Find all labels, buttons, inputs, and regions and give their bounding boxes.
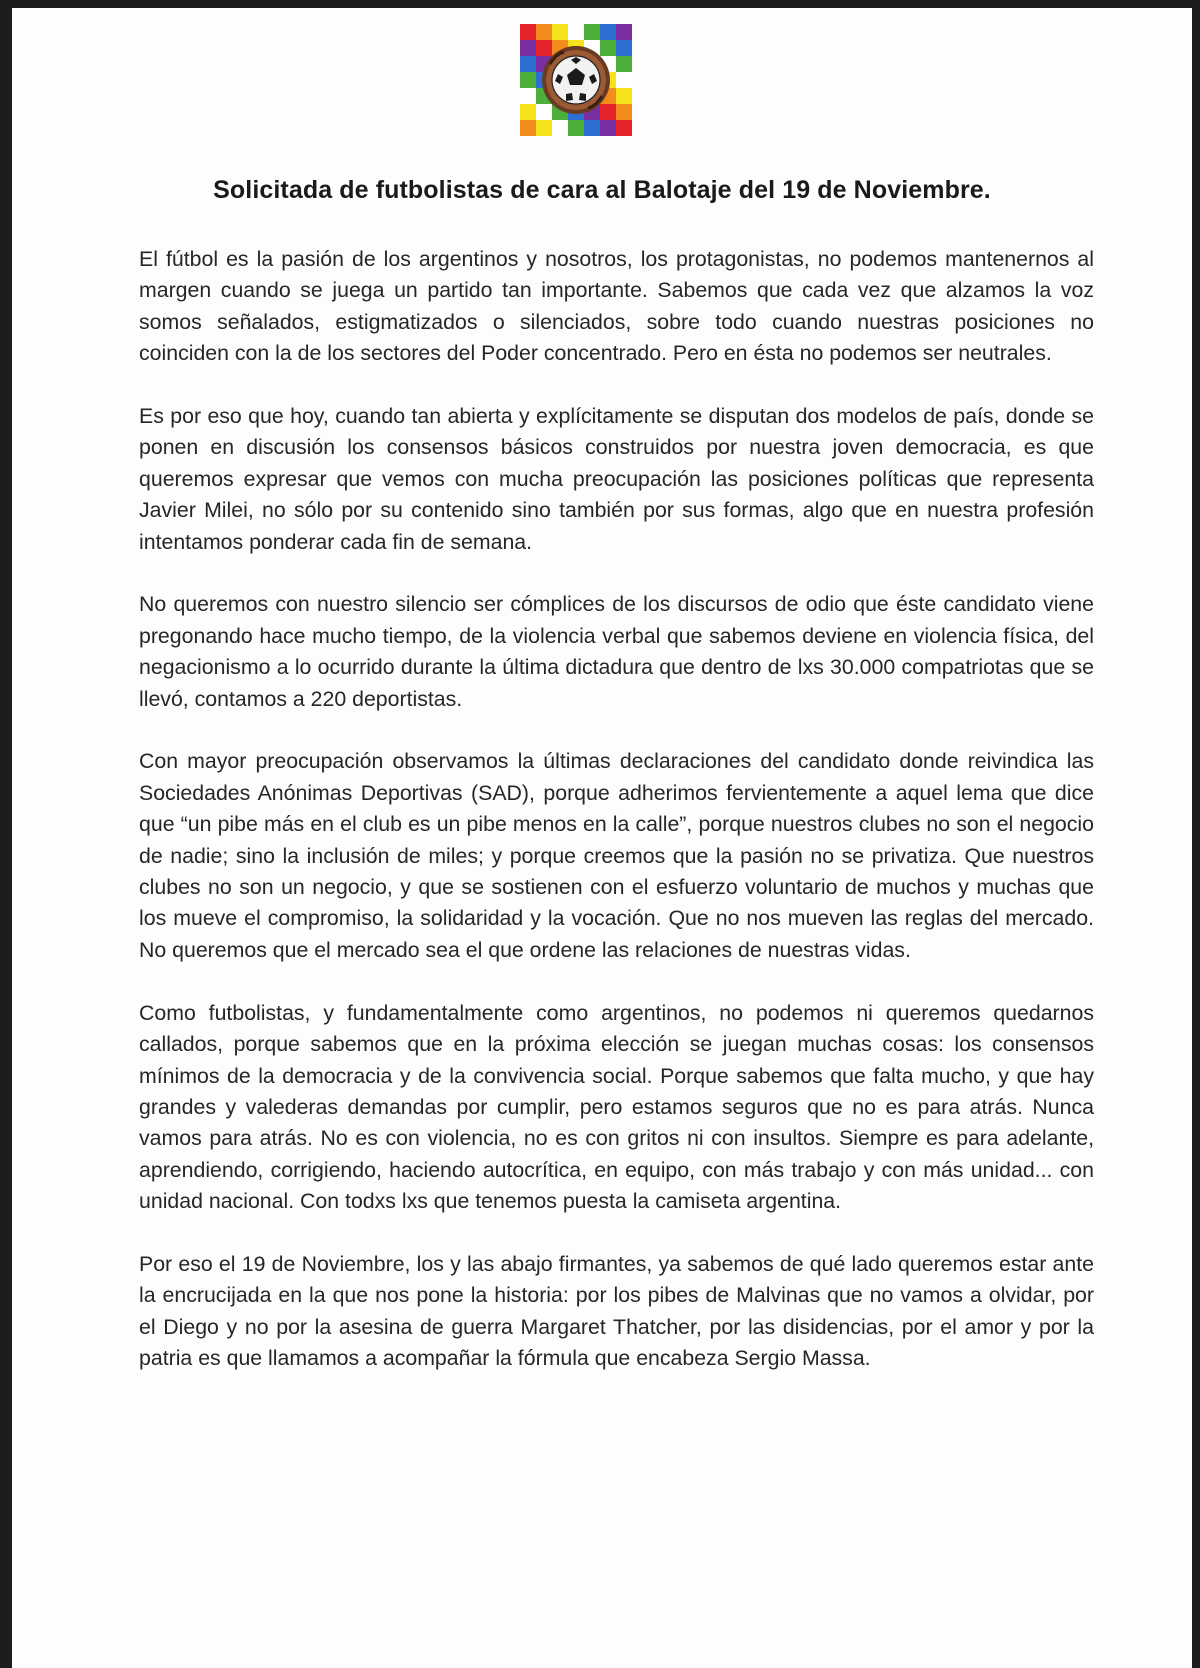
logo-grid-cell	[600, 104, 617, 121]
logo-grid-cell	[552, 24, 569, 41]
logo-grid-cell	[584, 120, 601, 136]
logo-grid-cell	[536, 40, 553, 57]
paragraph-4: Con mayor preocupación observamos la últimas declaraciones del candidato donde reivindica las Sociedades Anónimas Deportivas (SAD), porque adherimos fervientemente a aquel lema que dice que “un pibe más en el club es un pibe menos en la calle”, porque nuestros clubes no son el negocio de nadie; sino la inclusión de miles; y porque creemos que la pasión no se privatiza. Que nuestros clubes no son un negocio, y que se sostienen con el esfuerzo voluntario de muchos y muchas que los mueve el compromiso, la solidaridad y la vocación. Que no nos mueven las reglas del mercado. No queremos que el mercado sea el que ordene las relaciones de nuestras vidas.	[139, 749, 1094, 962]
logo-grid-cell	[600, 120, 617, 136]
logo-grid-cell	[520, 40, 537, 57]
logo-grid-cell	[552, 120, 569, 136]
logo-grid-cell	[616, 88, 632, 105]
document-title: Solicitada de futbolistas de cara al Balotaje del 19 de Noviembre.	[213, 176, 991, 204]
logo-grid-cell	[520, 72, 537, 89]
logo-grid-cell	[520, 24, 537, 41]
logo-grid-cell	[616, 72, 632, 89]
logo-grid-cell	[536, 104, 553, 121]
logo-grid-cell	[616, 104, 632, 121]
logo-grid-cell	[520, 120, 537, 136]
football-badge	[542, 46, 610, 114]
document-body	[139, 244, 1094, 1406]
logo-grid-cell	[568, 24, 585, 41]
paragraph-6: Por eso el 19 de Noviembre, los y las abajo firmantes, ya sabemos de qué lado queremos estar ante la encrucijada en la que nos pone la historia: por los pibes de Malvinas que no vamos a olvidar, por el Diego y no por la asesina de guerra Margaret Thatcher, por las disidencias, por el amor y por la patria es que llamamos a acompañar la fórmula que encabeza Sergio Massa.	[139, 1251, 1094, 1371]
logo-grid-cell	[520, 104, 537, 121]
logo-grid-cell	[600, 40, 617, 57]
paragraph-5: Como futbolistas, y fundamentalmente como argentinos, no podemos ni queremos quedarnos callados, porque sabemos que en la próxima elección se juegan muchas cosas: los consensos mínimos de la democracia y de la convivencia social. Porque sabemos que falta mucho, y que hay grandes y valederas demandas por cumplir, pero estamos seguros que no es para atrás. Nunca vamos para atrás. No es con violencia, no es con gritos ni con insultos. Siempre es para adelante, aprendiendo, corrigiendo, haciendo autocrítica, en equipo, con más trabajo y con más unidad... con unidad nacional. Con todxs lxs que tenemos puesta la camiseta argentina.	[139, 1000, 1094, 1214]
wiphala-football-logo-icon	[520, 24, 632, 136]
paragraph-1: El fútbol es la pasión de los argentinos y nosotros, los protagonistas, no podemos mantenernos al margen cuando se juega un partido tan importante. Sabemos que cada vez que alzamos la voz somos señalados, estigmatizados o silenciados, sobre todo cuando nuestras posiciones no coinciden con la de los sectores del Poder concentrado. Pero en ésta no podemos ser neutrales.	[139, 247, 1094, 366]
logo-grid-cell	[584, 24, 601, 41]
logo-grid-cell	[536, 120, 553, 136]
logo-grid-cell	[616, 24, 632, 41]
logo-grid-cell	[568, 120, 585, 136]
logo-grid-cell	[616, 56, 632, 73]
document-page	[12, 8, 1192, 1668]
logo-grid-cell	[616, 40, 632, 57]
logo-grid-cell	[520, 56, 537, 73]
logo-grid-cell	[600, 24, 617, 41]
logo-grid-cell	[536, 24, 553, 41]
logo-grid-cell	[616, 120, 632, 136]
logo-grid-cell	[520, 88, 537, 105]
paragraph-3: No queremos con nuestro silencio ser cómplices de los discursos de odio que éste candidato viene pregonando hace mucho tiempo, de la violencia verbal que sabemos deviene en violencia física, del negacionismo a lo ocurrido durante la última dictadura que dentro de lxs 30.000 compatriotas que se llevó, contamos a 220 deportistas.	[139, 592, 1094, 711]
paragraph-2: Es por eso que hoy, cuando tan abierta y explícitamente se disputan dos modelos de país, donde se ponen en discusión los consensos básicos construidos por nuestra joven democracia, es que queremos expresar que vemos con mucha preocupación las posiciones políticas que representa Javier Milei, no sólo por su contenido sino también por sus formas, algo que en nuestra profesión intentamos ponderar cada fin de semana.	[139, 404, 1094, 554]
